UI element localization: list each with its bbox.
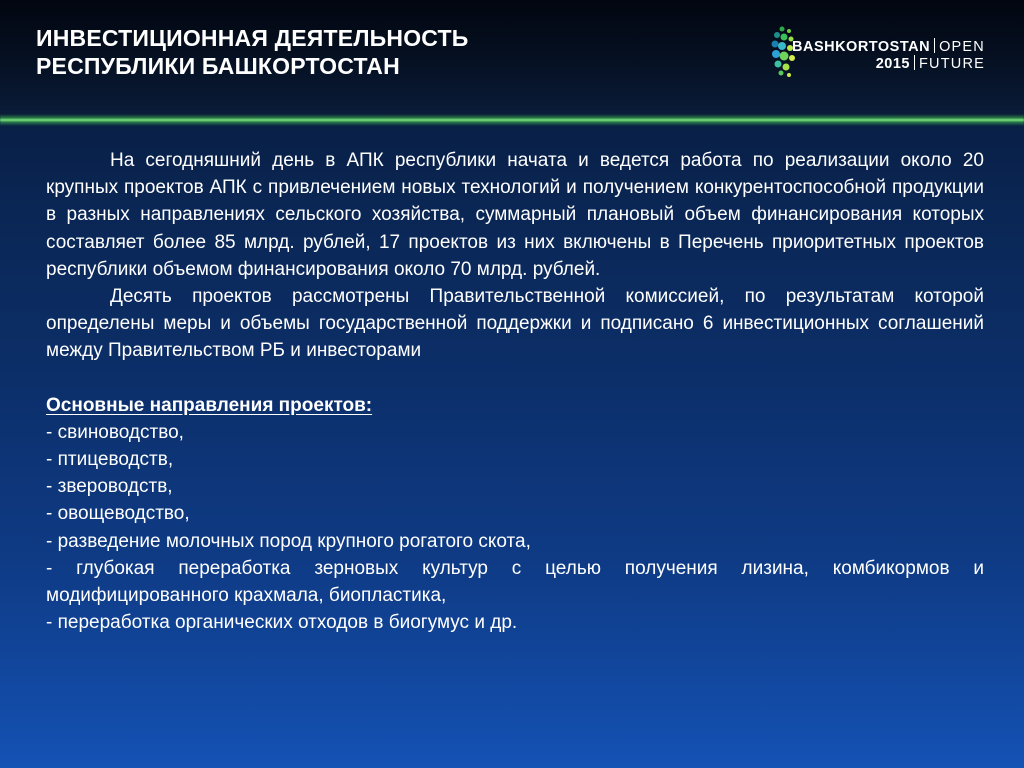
list-item: - разведение молочных пород крупного рогатого скота, (46, 530, 531, 552)
slide-header (0, 0, 1024, 118)
title-line-1: ИНВЕСТИЦИОННАЯ ДЕЯТЕЛЬНОСТЬ (36, 25, 469, 51)
logo-open: OPEN (939, 39, 985, 55)
paragraph-2: Десять проектов рассмотрены Правительственной комиссией, по результатам которой определены меры и объемы государственной поддержки и подписано 6 инвестиционных соглашений между Правительством РБ и инвесторами (46, 286, 984, 362)
list-item: - переработка органических отходов в биогумус и др. (46, 612, 518, 634)
logo-name: BASHKORTOSTAN (792, 39, 931, 55)
slide-title (36, 24, 469, 80)
list-item: - птицеводств, (46, 449, 174, 471)
logo-separator (934, 38, 935, 53)
list-item: - звероводств, (46, 476, 173, 498)
logo-year: 2015 (875, 56, 910, 72)
list-item: - овощеводство, (46, 503, 190, 525)
slide-body (46, 147, 984, 636)
directions-list (46, 419, 984, 637)
paragraph-1: На сегодняшний день в АПК республики начата и ведется работа по реализации около 20 крупных проектов АПК с привлечением новых технологий и получением конкурентоспособной продукции в разных направлениях сельского хозяйства, суммарный плановый объем финансирования которых составляет более 85 млрд. рублей, 17 проектов из них включены в Перечень приоритетных проектов республики объемом финансирования около 70 млрд. рублей. (46, 150, 984, 280)
header-divider (0, 114, 1024, 126)
list-item: - свиноводство, (46, 421, 184, 443)
logo-future: FUTURE (919, 56, 986, 72)
title-line-2: РЕСПУБЛИКИ БАШКОРТОСТАН (36, 53, 400, 79)
logo-wordmark (792, 38, 985, 72)
bashkortostan-logo (770, 22, 1002, 80)
logo-separator (914, 55, 915, 70)
directions-heading: Основные направления проектов: (46, 394, 373, 416)
list-item: - глубокая переработка зерновых культур с целью получения лизина, комбикормов и модифицированного крахмала, биопластика, (46, 557, 984, 607)
